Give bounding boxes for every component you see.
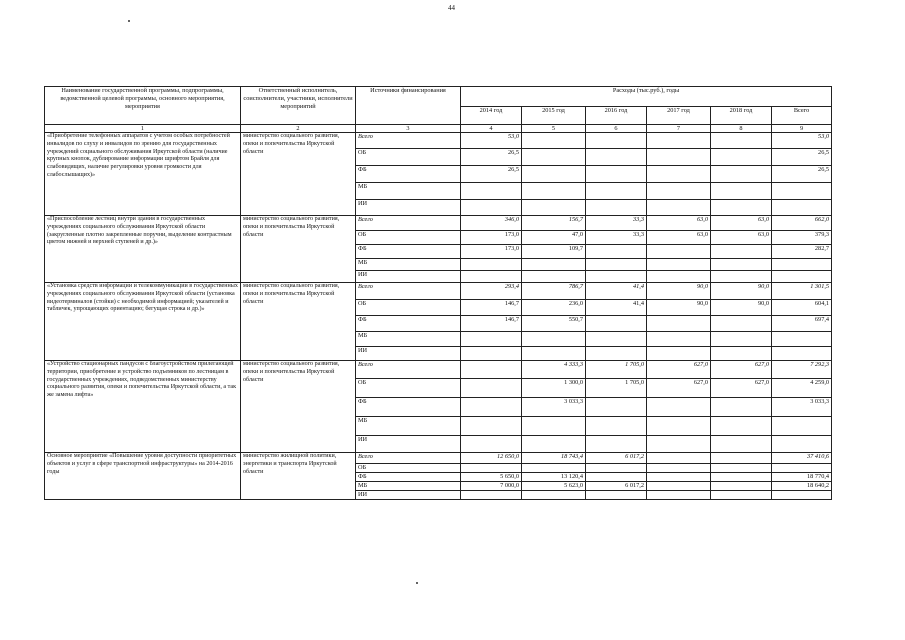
funding-source: ИИ	[356, 347, 461, 361]
header-name: Наименование государственной программы, подпрограммы, ведомственной целевой программы, основного мероприятия, мероприятия	[45, 87, 241, 125]
year-value	[586, 183, 647, 200]
measure-name: «Приобретение телефонных аппаратов с учетом особых потребностей инвалидов по слуху и инвалидов по зрению для государственных учреждений социального обслуживания Иркутской области (наличие крупных кнопок, дублирование информации шрифтом Брайля для слабовидящих, наличие регулировки уровня громкости для слабослышащих)»	[45, 133, 241, 216]
year-value	[647, 453, 711, 464]
funding-source: ОБ	[356, 149, 461, 166]
year-value	[647, 332, 711, 347]
year-value	[461, 200, 522, 216]
year-value: 346,0	[461, 216, 522, 231]
funding-source: ОБ	[356, 300, 461, 316]
year-value	[586, 245, 647, 259]
header-year: 2014 год	[461, 107, 522, 125]
year-value	[711, 491, 772, 500]
year-value	[711, 259, 772, 271]
total-value	[772, 436, 832, 453]
funding-source: ФБ	[356, 316, 461, 332]
column-number: 2	[241, 125, 356, 133]
year-value: 26,5	[461, 149, 522, 166]
column-number: 9	[772, 125, 832, 133]
year-value	[647, 316, 711, 332]
year-value: 6 017,2	[586, 453, 647, 464]
year-value	[586, 347, 647, 361]
table-row	[45, 453, 832, 464]
year-value	[586, 332, 647, 347]
column-number: 1	[45, 125, 241, 133]
year-value	[647, 166, 711, 183]
total-value: 7 292,3	[772, 361, 832, 379]
page-number: 44	[448, 4, 455, 12]
year-value: 550,7	[522, 316, 586, 332]
funding-source: ИИ	[356, 436, 461, 453]
year-value	[711, 453, 772, 464]
year-value	[522, 491, 586, 500]
year-value	[711, 347, 772, 361]
funding-source: Всего	[356, 133, 461, 149]
year-value: 173,0	[461, 231, 522, 245]
year-value	[461, 379, 522, 398]
measure-name: «Устройство стационарных пандусов с благоустройством прилегающей территории, приобретение и устройство подъемников по лестницам в государственных учреждениях, подведомственных министерству социального развития, опеки и попечительства Иркутской области, а так же замена лифта»	[45, 361, 241, 453]
funding-source: Всего	[356, 283, 461, 300]
funding-source: МБ	[356, 417, 461, 436]
year-value: 53,0	[461, 133, 522, 149]
year-value: 18 743,4	[522, 453, 586, 464]
year-value: 63,0	[711, 231, 772, 245]
header-expenses: Расходы (тыс.руб.), годы	[461, 87, 832, 107]
year-value	[522, 347, 586, 361]
year-value	[586, 149, 647, 166]
header-year: 2015 год	[522, 107, 586, 125]
funding-source: МБ	[356, 259, 461, 271]
year-value: 41,4	[586, 283, 647, 300]
year-value: 13 120,4	[522, 473, 586, 482]
year-value: 293,4	[461, 283, 522, 300]
year-value	[586, 417, 647, 436]
year-value: 90,0	[647, 283, 711, 300]
year-value	[461, 491, 522, 500]
year-value	[461, 417, 522, 436]
year-value: 6 017,2	[586, 482, 647, 491]
year-value: 146,7	[461, 300, 522, 316]
year-value	[461, 436, 522, 453]
year-value: 627,0	[647, 361, 711, 379]
year-value	[586, 200, 647, 216]
year-value	[711, 271, 772, 283]
total-value	[772, 259, 832, 271]
table-row	[45, 361, 832, 379]
year-value	[647, 347, 711, 361]
year-value	[586, 436, 647, 453]
funding-source: Всего	[356, 361, 461, 379]
year-value	[522, 133, 586, 149]
year-value	[711, 464, 772, 473]
total-value: 18 770,4	[772, 473, 832, 482]
year-value	[586, 464, 647, 473]
year-value	[647, 259, 711, 271]
year-value: 1 705,0	[586, 379, 647, 398]
funding-source: ИИ	[356, 200, 461, 216]
funding-source: ФБ	[356, 398, 461, 417]
year-value	[711, 245, 772, 259]
total-value: 604,1	[772, 300, 832, 316]
total-value: 37 410,6	[772, 453, 832, 464]
funding-source: ИИ	[356, 491, 461, 500]
header-year: 2018 год	[711, 107, 772, 125]
table-row	[45, 133, 832, 149]
year-value: 33,3	[586, 231, 647, 245]
year-value: 4 333,3	[522, 361, 586, 379]
measure-name: Основное мероприятие «Повышение уровня доступности приоритетных объектов и услуг в сфере транспортной инфраструктуры» на 2014-2016 годы	[45, 453, 241, 500]
scan-speck	[416, 582, 418, 584]
year-value	[647, 133, 711, 149]
year-value	[647, 398, 711, 417]
column-number: 8	[711, 125, 772, 133]
funding-source: ФБ	[356, 473, 461, 482]
executor-name: министерство социального развития, опеки и попечительства Иркутской области	[241, 283, 356, 361]
year-value	[586, 398, 647, 417]
column-number: 6	[586, 125, 647, 133]
year-value	[711, 473, 772, 482]
year-value	[522, 166, 586, 183]
executor-name: министерство социального развития, опеки и попечительства Иркутской области	[241, 133, 356, 216]
year-value: 236,0	[522, 300, 586, 316]
total-value	[772, 183, 832, 200]
year-value: 63,0	[647, 231, 711, 245]
total-value	[772, 417, 832, 436]
year-value	[711, 398, 772, 417]
scan-speck	[128, 20, 130, 22]
year-value	[647, 464, 711, 473]
funding-source: ОБ	[356, 231, 461, 245]
year-value: 3 033,3	[522, 398, 586, 417]
total-value: 26,5	[772, 149, 832, 166]
year-value: 12 650,0	[461, 453, 522, 464]
year-value	[711, 482, 772, 491]
year-value: 26,5	[461, 166, 522, 183]
year-value	[711, 183, 772, 200]
total-value: 26,5	[772, 166, 832, 183]
column-number: 4	[461, 125, 522, 133]
year-value: 786,7	[522, 283, 586, 300]
year-value	[711, 316, 772, 332]
total-value	[772, 271, 832, 283]
year-value	[586, 271, 647, 283]
year-value	[522, 271, 586, 283]
funding-source: ОБ	[356, 464, 461, 473]
executor-name: министерство жилищной политики, энергетики и транспорта Иркутской области	[241, 453, 356, 500]
year-value: 5 650,0	[461, 473, 522, 482]
year-value: 90,0	[711, 300, 772, 316]
year-value	[711, 332, 772, 347]
total-value: 4 259,0	[772, 379, 832, 398]
total-value: 697,4	[772, 316, 832, 332]
header-executor: Ответственный исполнитель, соисполнители, участники, исполнители мероприятий	[241, 87, 356, 125]
table-row	[45, 216, 832, 231]
total-value	[772, 464, 832, 473]
year-value	[647, 482, 711, 491]
year-value: 47,0	[522, 231, 586, 245]
year-value: 5 623,0	[522, 482, 586, 491]
year-value: 627,0	[711, 361, 772, 379]
funding-source: Всего	[356, 216, 461, 231]
year-value: 109,7	[522, 245, 586, 259]
total-value: 53,0	[772, 133, 832, 149]
year-value	[711, 166, 772, 183]
year-value	[647, 436, 711, 453]
year-value: 90,0	[711, 283, 772, 300]
year-value: 627,0	[711, 379, 772, 398]
year-value	[586, 166, 647, 183]
total-value: 379,3	[772, 231, 832, 245]
year-value	[711, 200, 772, 216]
year-value	[522, 464, 586, 473]
year-value	[522, 259, 586, 271]
funding-source: Всего	[356, 453, 461, 464]
total-value: 662,0	[772, 216, 832, 231]
year-value	[647, 183, 711, 200]
measure-name: «Приспособление лестниц внутри здания в государственных учреждениях социального обслуживания Иркутской области (закругленные плотно закрепленные поручни, выделение контрастным цветом нижней и верхней ступеней и др.)»	[45, 216, 241, 283]
year-value	[647, 473, 711, 482]
year-value	[711, 417, 772, 436]
funding-source: МБ	[356, 482, 461, 491]
table-body	[45, 133, 832, 500]
funding-source: ИИ	[356, 271, 461, 283]
year-value: 90,0	[647, 300, 711, 316]
year-value	[647, 491, 711, 500]
year-value	[586, 133, 647, 149]
total-value: 1 301,5	[772, 283, 832, 300]
year-value	[461, 464, 522, 473]
expenses-table	[44, 86, 832, 500]
year-value: 63,0	[711, 216, 772, 231]
executor-name: министерство социального развития, опеки и попечительства Иркутской области	[241, 216, 356, 283]
year-value	[711, 133, 772, 149]
year-value	[461, 271, 522, 283]
year-value	[586, 316, 647, 332]
funding-source: МБ	[356, 332, 461, 347]
year-value	[647, 417, 711, 436]
year-value	[522, 149, 586, 166]
funding-source: ФБ	[356, 166, 461, 183]
total-value	[772, 332, 832, 347]
year-value: 41,4	[586, 300, 647, 316]
year-value	[522, 183, 586, 200]
year-value	[461, 259, 522, 271]
year-value	[461, 398, 522, 417]
year-value	[522, 200, 586, 216]
year-value	[711, 149, 772, 166]
year-value	[647, 149, 711, 166]
year-value	[586, 473, 647, 482]
year-value	[522, 436, 586, 453]
total-value: 282,7	[772, 245, 832, 259]
year-value: 627,0	[647, 379, 711, 398]
total-value	[772, 200, 832, 216]
executor-name: министерство социального развития, опеки и попечительства Иркутской области	[241, 361, 356, 453]
total-value: 3 033,3	[772, 398, 832, 417]
header-year: 2017 год	[647, 107, 711, 125]
year-value	[461, 361, 522, 379]
year-value: 156,7	[522, 216, 586, 231]
year-value	[522, 417, 586, 436]
year-value	[461, 183, 522, 200]
column-number: 5	[522, 125, 586, 133]
year-value	[461, 347, 522, 361]
year-value: 63,0	[647, 216, 711, 231]
year-value: 7 000,0	[461, 482, 522, 491]
funding-source: ФБ	[356, 245, 461, 259]
year-value	[647, 271, 711, 283]
table-row	[45, 283, 832, 300]
year-value: 173,0	[461, 245, 522, 259]
year-value: 146,7	[461, 316, 522, 332]
header-year: 2016 год	[586, 107, 647, 125]
year-value: 33,3	[586, 216, 647, 231]
year-value	[461, 332, 522, 347]
funding-source: ОБ	[356, 379, 461, 398]
year-value	[586, 259, 647, 271]
measure-name: «Установка средств информации и телекоммуникации в государственных учреждениях социального обслуживания Иркутской области (установка видеотерминалов (стойки) с необходимой информацией; указателей и табличек, упрощающих ориентацию; бегущая строка и др.)»	[45, 283, 241, 361]
year-value	[647, 245, 711, 259]
total-value: 18 640,2	[772, 482, 832, 491]
column-number: 3	[356, 125, 461, 133]
year-value	[586, 491, 647, 500]
funding-source: МБ	[356, 183, 461, 200]
year-value	[647, 200, 711, 216]
total-value	[772, 347, 832, 361]
year-value	[522, 332, 586, 347]
column-number: 7	[647, 125, 711, 133]
year-value	[711, 436, 772, 453]
total-value	[772, 491, 832, 500]
header-source: Источники финансирования	[356, 87, 461, 125]
year-value: 1 705,0	[586, 361, 647, 379]
header-total: Всего	[772, 107, 832, 125]
year-value: 1 300,0	[522, 379, 586, 398]
